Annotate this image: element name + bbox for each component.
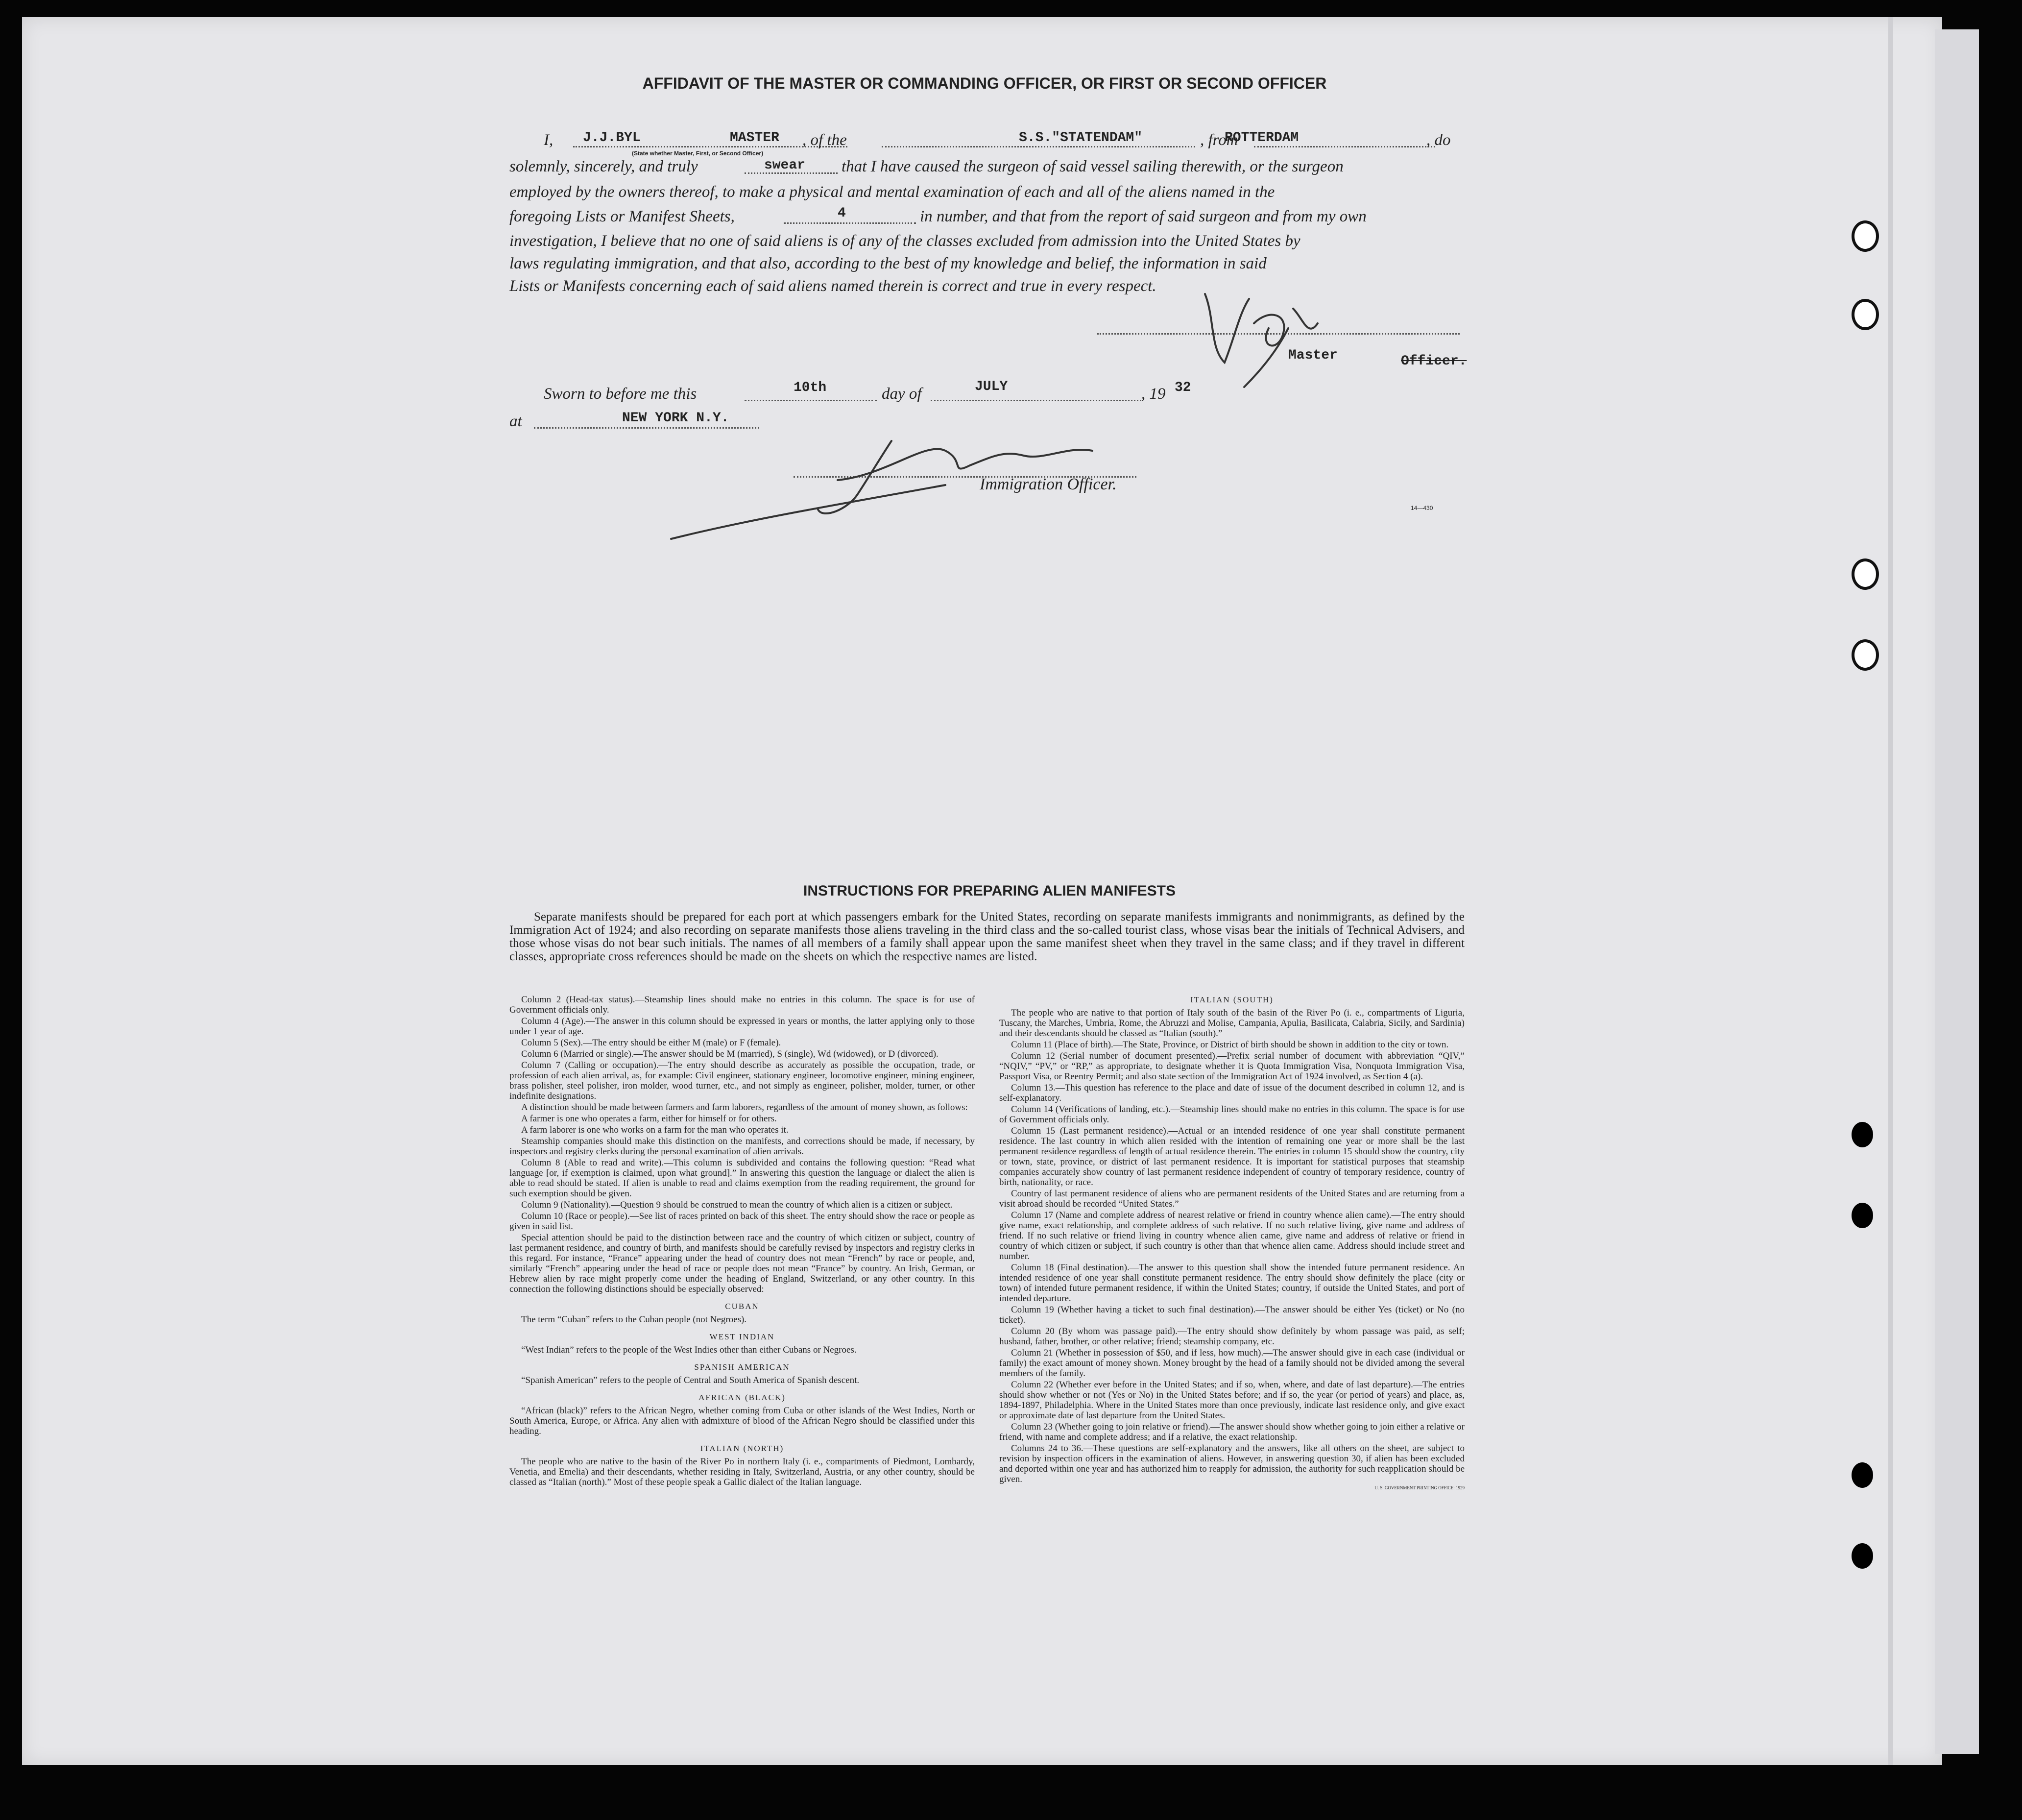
instruction-paragraph: Column 20 (By whom was passage paid).—The entry should show definitely by whom passage was paid, as self; husband, father, brother, or other relative; friend; steamship company, etc. — [999, 1326, 1465, 1347]
line4-a: foregoing Lists or Manifest Sheets, — [509, 208, 735, 225]
line6: laws regulating immigration, and that also, according to the best of my knowledge and belief, the information in said — [509, 255, 1267, 272]
binder-hole — [1852, 1122, 1873, 1147]
spanish-american-text: “Spanish American” refers to the people of Central and South America of Spanish descent. — [521, 1375, 860, 1385]
sheet-count: 4 — [838, 206, 846, 221]
instruction-paragraph: Column 2 (Head-tax status).—Steamship lines should make no entries in this column. The space is for use of Government officials only. — [509, 995, 975, 1015]
instruction-paragraph: Column 11 (Place of birth).—The State, Province, or District of birth should be shown in addition to the city or town. — [1011, 1040, 1449, 1050]
month-line — [931, 400, 1141, 401]
instruction-paragraph: Column 17 (Name and complete address of nearest relative or friend in country whence alien came).—The entry should give name, exact relationship, and complete address of such relative. If no such relative living, give name and address of friend. If no such relative or friend living in country whence alien came, give name and address of relative or friend in country of which citizen or subject, if such country is other than that whence alien came. Address should include street and number. — [999, 1210, 1465, 1262]
line3: employed by the owners thereof, to make a physical and mental examination of each and all of the aliens named in the — [509, 183, 1275, 201]
line5: investigation, I believe that no one of said aliens is of any of the classes excluded from admission into the United States by — [509, 232, 1300, 250]
line2-b: that I have caused the surgeon of said vessel sailing therewith, or the surgeon — [842, 158, 1344, 175]
instruction-paragraph: A farmer is one who operates a farm, either for himself or for others. — [521, 1114, 777, 1124]
spanish-american-heading: SPANISH AMERICAN — [694, 1362, 790, 1372]
sworn-a: Sworn to before me this — [544, 385, 697, 403]
instruction-paragraph: Column 9 (Nationality).—Question 9 should be construed to mean the country of which alien is a citizen or subject. — [521, 1200, 953, 1210]
instruction-paragraph: Column 6 (Married or single).—The answer should be M (married), S (single), Wd (widowed), or D (divorced). — [521, 1049, 939, 1059]
instructions-title: INSTRUCTIONS FOR PREPARING ALIEN MANIFESTS — [803, 883, 1176, 899]
oath-word: swear — [764, 158, 806, 173]
right-column — [999, 995, 1465, 1490]
at-word: at — [509, 413, 522, 430]
west-indian-heading: WEST INDIAN — [709, 1332, 775, 1341]
line7: Lists or Manifests concerning each of said aliens named therein is correct and true in every respect. — [509, 277, 1156, 295]
sheet-fold — [1888, 17, 1893, 1765]
sheet-count-line — [784, 222, 916, 224]
sworn-day: 10th — [794, 380, 827, 395]
italian-north-heading: ITALIAN (NORTH) — [700, 1444, 784, 1453]
instruction-paragraph: Column 14 (Verifications of landing, etc.).—Steamship lines should make no entries in this column. The space is for use of Government officials only. — [999, 1104, 1465, 1125]
i-word: I, — [544, 131, 554, 149]
italian-south-heading: ITALIAN (SOUTH) — [1190, 995, 1274, 1004]
port-line — [1254, 146, 1435, 147]
form-number: 14—430 — [1411, 505, 1433, 511]
immigration-officer-label: Immigration Officer. — [980, 475, 1117, 493]
instruction-paragraph: Column 10 (Race or people).—See list of races printed on back of this sheet. The entry should show the race or people as given in said list. — [509, 1211, 975, 1232]
instruction-paragraph: Column 8 (Able to read and write).—This column is subdivided and contains the following question: “Read what language [or, if exemption is claimed, upon what ground].” In answering this question the language or dialect the alien is able to read should be stated. If alien is unable to read and claims exemption from the reading requirement, the ground for such exemption should be given. — [509, 1158, 975, 1199]
binder-hole — [1852, 1543, 1873, 1569]
binder-hole — [1852, 639, 1879, 671]
instruction-paragraph: Column 7 (Calling or occupation).—The entry should describe as accurately as possible the occupation, trade, or profession of each alien arrival, as, for example: Civil engineer, stationary engineer, locomotive engineer, mining engineer, brass polisher, steel polisher, iron molder, wood turner, etc., and not simply as engineer, polisher, molder, turner, or other indefinite designations. — [509, 1060, 975, 1101]
day-line — [745, 400, 877, 401]
binder-hole — [1852, 299, 1879, 330]
cuban-heading: CUBAN — [725, 1302, 759, 1311]
instruction-paragraph: Special attention should be paid to the distinction between race and the country of which citizen or subject, country of last permanent residence, and country of birth, and manifests should be carefully revised by inspectors and registry clerks in this regard. For instance, “France” appearing under the head of country does not mean “French” by race or people, and, similarly “French” appearing under the head of race or people does not mean “France” by country. An Irish, German, or Hebrew alien by race might properly come under the heading of England, Switzerland, or any other country. In this connection the following distinctions should be especially observed: — [509, 1233, 975, 1294]
instruction-paragraph: Column 18 (Final destination).—The answer to this question shall show the intended future permanent residence. An intended residence of one year shall constitute permanent residence. The entry should show definitely the place (city or town) of intended future permanent residence, if within the United States; country, if outside the United States, and port of intended departure. — [999, 1262, 1465, 1304]
instructions-intro: Separate manifests should be prepared for each port at which passengers embark for the United States, recording on separate manifests immigrants and nonimmigrants, as defined by the Immigration Act of 1924; and also recording on separate manifests those aliens traveling in the third class and the so-called tourist class, whose visas bear the initials of Technical Advisers, and those whose visas do not bear such initials. The names of all members of a family shall appear upon the same manifest sheet when they travel in the same class; and if they travel in different classes, appropriate cross references should be made on the sheets on which the respective names are listed. — [509, 910, 1465, 963]
binder-hole — [1852, 558, 1879, 590]
instruction-paragraph: Column 21 (Whether in possession of $50, and if less, how much).—The answer should give in each case (individual or family) the exact amount of money shown. Money brought by the head of a family should not be divided among the several members of the family. — [999, 1348, 1465, 1379]
instruction-paragraph: Column 4 (Age).—The answer in this column should be expressed in years or months, the latter applying only to those under 1 year of age. — [509, 1016, 975, 1037]
african-text: “African (black)” refers to the African Negro, whether coming from Cuba or other islands of the West Indies, North or South America, Europe, or Africa. Any alien with admixture of blood of the African Negro should be classified under this heading. — [509, 1406, 975, 1436]
officer-name: J.J.BYL — [583, 130, 641, 146]
sworn-b: day of — [882, 385, 922, 403]
west-indian-text: “West Indian” refers to the people of the West Indies other than either Cubans or Negroes. — [521, 1345, 857, 1355]
instruction-paragraph: Column 5 (Sex).—The entry should be either M (male) or F (female). — [521, 1038, 781, 1048]
instruction-paragraph: Column 13.—This question has reference to the place and date of issue of the document described in column 12, and is self-explanatory. — [999, 1083, 1465, 1103]
port-name: ROTTERDAM — [1225, 130, 1299, 146]
binder-hole — [1852, 220, 1879, 252]
instruction-paragraph: Steamship companies should make this distinction on the manifests, and corrections should be made, if necessary, by inspectors and registry clerks during the personal examination of alien arrivals. — [509, 1136, 975, 1157]
african-heading: AFRICAN (BLACK) — [698, 1393, 786, 1402]
vessel-name: S.S."STATENDAM" — [1019, 130, 1143, 146]
binder-hole — [1852, 1203, 1873, 1228]
instruction-paragraph: Country of last permanent residence of aliens who are permanent residents of the United States and are returning from a visit abroad should be recorded “United States.” — [999, 1189, 1465, 1209]
instruction-paragraph: Column 22 (Whether ever before in the United States; and if so, when, where, and date of last departure).—The entries should show whether or not (Yes or No) in the United States before; and if so, the year (or period of years) and place, as, 1894-1897, Philadelphia. Where in the United States more than once previously, indicate last residence only, and give exact or approximate date of last departure from the United States. — [999, 1380, 1465, 1421]
line2-a: solemnly, sincerely, and truly — [509, 158, 698, 175]
vessel-line — [882, 146, 1195, 147]
signer-rank: Master — [1288, 348, 1338, 363]
master-signature — [1195, 279, 1342, 407]
instruction-paragraph: Column 19 (Whether having a ticket to such final destination).—The answer should be either Yes (ticket) or No (no ticket). — [999, 1305, 1465, 1325]
printer-note: U. S. GOVERNMENT PRINTING OFFICE: 1929 — [1374, 1485, 1465, 1490]
sworn-place: NEW YORK N.Y. — [622, 411, 729, 426]
of-the-text: , of the — [802, 131, 847, 149]
sheet-edge — [1935, 29, 1979, 1754]
instruction-paragraph: Columns 24 to 36.—These questions are self-explanatory and the answers, like all others on the sheet, are subject to revision by inspection officers in the examination of aliens. However, in answering question 30, if alien has been excluded and deported within one year and has authorized him to reapply for admission, the authority for such reapplication should be given. — [999, 1443, 1465, 1484]
instruction-paragraph: The people who are native to that portion of Italy south of the basin of the River Po (i. e., compartments of Liguria, Tuscany, the Marches, Umbria, Rome, the Abruzzi and Molise, Campania, Apulia, Basilicata, Calabria, Sicily, and Sardinia) and their descendants should be classed as “Italian (south).” — [999, 1008, 1465, 1039]
from-text: , from — [1200, 131, 1238, 149]
line4-b: in number, and that from the report of said surgeon and from my own — [920, 208, 1367, 225]
instruction-paragraph: Column 12 (Serial number of document presented).—Prefix serial number of document with abbreviation “QIV,” “NQIV,” “PV,” or “RP,” as appropriate, to designate whether it is Quota Immigration Visa, Nonquota Immigration Visa, Passport Visa, or Reentry Permit; and also state section of the Immigration Act of 1924 involved, as Section 4 (a). — [999, 1051, 1465, 1082]
instruction-paragraph: A distinction should be made between farmers and farm laborers, regardless of the amount of money shown, as follows: — [521, 1102, 968, 1113]
sworn-month: JULY — [975, 379, 1008, 394]
year-prefix: , 19 — [1141, 385, 1166, 403]
signer-officer: Officer. — [1401, 354, 1467, 369]
cuban-text: The term “Cuban” refers to the Cuban people (not Negroes). — [521, 1314, 747, 1325]
sworn-year: 32 — [1175, 380, 1191, 395]
affidavit-title: AFFIDAVIT OF THE MASTER OR COMMANDING OFFICER, OR FIRST OR SECOND OFFICER — [642, 74, 1327, 92]
italian-north-text: The people who are native to the basin of the River Po in northern Italy (i. e., compartments of Piedmont, Lombardy, Venetia, and Emelia) and their descendants, whether residing in Italy, Switzerland, Austria, or any other country, should be classed as “Italian (north).” Most of these people speak a Gallic dialect of the Italian language. — [509, 1456, 975, 1487]
instruction-paragraph: Column 15 (Last permanent residence).—Actual or an intended residence of one year shall constitute permanent residence. The last country in which alien resided with the intention of remaining one year or more shall be the last permanent residence regardless of length of actual residence therein. The entries in column 15 should show the country, city or town, state, province, or district of last permanent residence. It is important for statistical purposes that steamship companies accurately show country of last permanent residence independent of country of temporary residence, country of birth, nationality, or race. — [999, 1126, 1465, 1188]
instruction-paragraph: Column 23 (Whether going to join relative or friend).—The answer should show whether going to join either a relative or friend, with name and complete address; and if a relative, the exact relationship. — [999, 1422, 1465, 1442]
do-text: , do — [1426, 131, 1451, 149]
instruction-paragraph: A farm laborer is one who works on a farm for the man who operates it. — [521, 1125, 789, 1135]
rank-hint: (State whether Master, First, or Second Officer) — [632, 150, 764, 157]
left-column — [509, 995, 975, 1488]
officer-rank: MASTER — [730, 130, 779, 146]
binder-hole — [1852, 1462, 1873, 1488]
